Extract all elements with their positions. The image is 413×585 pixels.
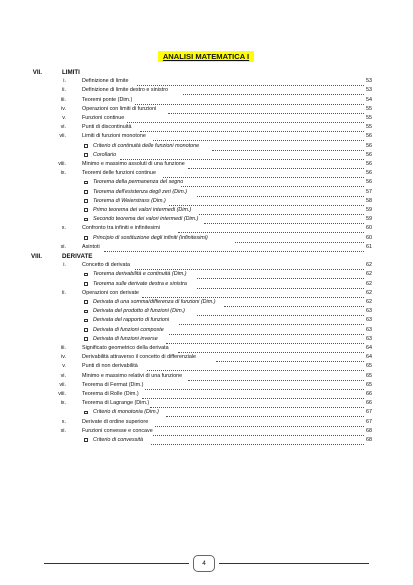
document-title: ANALISI MATEMATICA I [158,51,254,62]
toc-entry [0,372,413,381]
toc-subentry [0,326,413,335]
toc-entry-number: viii. [58,161,66,167]
toc-title: Operazioni con limiti di funzioni [82,105,157,112]
page-number: 4 [193,555,215,572]
toc-subentry [0,298,413,307]
toc-title: Teorema di Rolle (Dim.) [82,391,139,397]
bullet-icon [84,153,88,157]
dot-leader [151,439,364,445]
toc-entry [0,132,413,141]
toc-subentry [0,197,413,206]
toc-title: Criterio di continuità delle funzioni monotone [93,142,200,149]
toc-page-number: 53 [366,87,372,94]
dot-leader [216,356,364,362]
dot-leader [142,292,364,298]
toc-title: Primo teorema dei valori intermedi (Dim.) [93,207,192,213]
toc-title: Punti di discontinuità [82,124,132,131]
toc-entry [0,160,413,169]
toc-entry-number: i. [63,262,66,269]
toc-subentry [0,280,413,289]
toc-page-number: 56 [366,142,372,149]
toc-entry-number: iv. [61,354,66,361]
dot-leader [183,89,364,95]
toc-subentry [0,307,413,316]
toc-subentry [0,270,413,279]
toc-title: Punti di non derivabilità [82,363,138,370]
toc-entry [0,169,413,178]
bullet-icon [84,273,88,277]
toc-title: Teorema di Weierstrass (Dim.) [93,197,166,204]
toc-entry [0,77,413,86]
toc-title: Derivabilità attraverso il concetto di differenziale [82,354,197,361]
dot-leader [212,145,364,151]
dot-leader [145,384,364,390]
toc-subentry [0,188,413,197]
toc-page-number: 67 [366,409,372,416]
toc-entry [0,362,413,371]
toc-page-number: 65 [366,363,372,370]
toc-page-number: 64 [366,345,372,351]
toc-page-number: 59 [366,216,372,223]
dot-leader [150,402,364,408]
bullet-icon [84,190,88,194]
toc-page-number: 63 [366,317,372,324]
toc-page-number: 55 [366,105,372,112]
toc-title: Funzioni continue [82,115,125,121]
toc-entry-number: ii. [62,289,66,296]
dot-leader [163,172,364,178]
toc-subentry [0,206,413,215]
toc-title: Teorema dell'esistenza degli zeri (Dim.) [93,188,188,195]
toc-subentry [0,215,413,224]
dot-leader [197,191,364,197]
toc-page-number: 55 [366,124,372,131]
bullet-icon [84,328,88,332]
toc-page-number: 62 [366,262,372,269]
toc-page-number: 65 [366,381,372,388]
toc-page-number: 56 [366,151,372,158]
toc-page-number: 55 [366,115,372,121]
bullet-icon [84,218,88,222]
toc-title: Principio di sostituzione degli infiniti (infinitesimi) [93,234,208,241]
toc-entry-number: v. [62,363,66,370]
toc-entry-number: viii. [58,391,66,397]
toc-entry [0,86,413,95]
toc-title: Criterio di convessità [93,437,144,443]
toc-entry-number: xi. [60,243,66,250]
toc-page-number: 53 [366,78,372,85]
toc-page-number: 64 [366,354,372,361]
toc-title: Minimo e massimo relativi di una funzione [82,372,183,379]
toc-entry [0,381,413,390]
toc-title: Operazioni con derivate [82,289,139,296]
dot-leader [169,329,364,335]
toc-subentry [0,234,413,243]
dot-leader [178,347,364,353]
toc-page-number: 63 [366,326,372,333]
dot-leader [197,283,364,289]
toc-entry [0,418,413,427]
toc-title: Teoremi ponte (Dim.) [82,96,133,103]
bullet-icon [84,300,88,304]
toc-entry-number: ix. [60,170,66,177]
dot-leader [140,126,364,132]
toc-page-number: 62 [366,271,372,278]
toc-entry-number: v. [62,115,66,121]
toc-page-number: 66 [366,391,372,397]
toc-title: Confronto tra infiniti e infinitesimi [82,225,160,232]
toc-entry-number: iv. [61,105,66,112]
toc-entry [0,353,413,362]
toc-title: Secondo teorema dei valori intermedi (Dim.) [93,216,199,223]
toc-title: Criterio di monotonia (Dim.) [93,409,159,416]
toc-subentry [0,408,413,417]
toc-title: Derivata di funzioni inverse [93,335,158,342]
toc-entry [0,105,413,114]
dot-leader [153,430,364,436]
toc-page-number: 56 [366,179,372,186]
toc-subentry [0,335,413,344]
bullet-icon [84,438,88,442]
bullet-icon [84,208,88,212]
dot-leader [127,117,364,123]
toc-title: Derivata del prodotto di funzioni (Dim.) [93,308,185,315]
toc-entry [0,96,413,105]
toc-entry-number: vii. [59,381,66,388]
toc-entry-number: vi. [60,372,66,379]
toc-entry-number: vi. [60,124,66,131]
toc-entry [0,344,413,353]
toc-entry-number: xi. [60,427,66,434]
bullet-icon [84,319,88,323]
toc-page-number: 67 [366,418,372,425]
toc-entry [0,427,413,436]
toc-entry [0,114,413,123]
dot-leader [197,310,364,316]
dot-leader [181,181,364,187]
toc-title: Funzioni convesse e concave [82,427,153,434]
toc-page-number: 57 [366,188,372,195]
dot-leader [224,301,364,307]
toc-title: Asintoti [82,243,100,250]
bullet-icon [84,310,88,314]
toc-page-number: 58 [366,197,372,204]
dot-leader [137,80,364,86]
dot-leader [179,319,364,325]
bullet-icon [84,144,88,148]
toc-entry-number: vii. [59,133,66,140]
toc-chapter-number: VII. [32,69,42,76]
dot-leader [197,273,364,279]
toc-title: Teorema di Fermat (Dim.) [82,381,144,388]
toc-page-number: 62 [366,280,372,287]
dot-leader [166,338,364,344]
dot-leader [104,246,364,252]
toc-entry [0,123,413,132]
toc-title: LIMITI [62,69,80,76]
toc-title: Teorema sulle derivate destra e sinistra [93,280,187,287]
toc-entry [0,289,413,298]
toc-subentry [0,316,413,325]
toc-subentry [0,436,413,445]
toc-page-number: 60 [366,234,372,241]
dot-leader [188,163,364,169]
toc-title: Significato geometrico della derivata [82,345,169,351]
toc-chapter [0,68,413,77]
toc-chapter [0,252,413,261]
dot-leader [169,200,364,206]
toc-page-number: 61 [366,243,372,250]
dot-leader [199,209,364,215]
toc-entry-number: iii. [60,96,66,103]
toc-entry [0,224,413,233]
dot-leader [120,154,364,160]
toc-page-number: 54 [366,96,372,103]
toc-entry-number: ii. [62,87,66,94]
toc-page-number: 65 [366,372,372,379]
bullet-icon [84,181,88,185]
toc-entry-number: x. [61,418,66,425]
toc-page-number: 66 [366,400,372,407]
dot-leader [178,227,364,233]
toc-page-number: 62 [366,289,372,296]
bullet-icon [84,236,88,240]
toc-entry [0,390,413,399]
toc-title: Teorema di Lagrange (Dim.) [82,400,150,407]
toc-title: Teorema derivabilità e continuità (Dim.) [93,271,187,278]
toc-title: Derivata di funzioni composte [93,326,164,333]
toc-title: Derivata di una somma/differenza di funzioni (Dim.) [93,299,216,305]
dot-leader [166,411,364,417]
toc-entry-number: i. [63,78,66,85]
dot-leader [188,375,364,381]
toc-title: Teorema della permanenza del segno [93,179,184,186]
dot-leader [235,237,364,243]
toc-entry-number: x. [61,225,66,232]
toc-title: Concetto di derivata [82,262,130,269]
toc-page-number: 56 [366,170,372,177]
dot-leader [168,108,364,114]
footer-rule-right [219,563,369,564]
toc-page-number: 56 [366,133,372,140]
footer-rule-left [44,563,189,564]
toc-title: Derivate di ordine superiore [82,418,149,425]
toc-entry-number: ix. [60,400,66,407]
toc-entry [0,243,413,252]
dot-leader [204,218,364,224]
toc-page-number: 68 [366,437,372,443]
dot-leader [153,135,364,141]
toc-title: Definizione di limite [82,78,129,85]
dot-leader [142,393,364,399]
toc-page-number: 56 [366,161,372,167]
dot-leader [135,99,364,105]
toc-title: Teoremi delle funzioni continue [82,170,157,177]
toc-subentry [0,151,413,160]
toc-title: Corollario [93,151,117,158]
toc-title: Definizione di limite destro e sinistro [82,87,168,94]
dot-leader [155,421,364,427]
toc-entry-number: iii. [60,345,66,351]
toc-entry [0,399,413,408]
toc-title: Minimo e massimo assoluti di una funzione [82,161,185,167]
toc-page-number: 62 [366,299,372,305]
bullet-icon [84,411,88,415]
bullet-icon [84,199,88,203]
toc-subentry [0,178,413,187]
bullet-icon [84,337,88,341]
dot-leader [147,365,364,371]
bullet-icon [84,282,88,286]
toc-entry [0,261,413,270]
toc-page-number: 60 [366,225,372,232]
toc-page-number: 63 [366,308,372,315]
toc-page-number: 68 [366,427,372,434]
toc-chapter-number: VIII. [30,253,42,260]
toc-title: Derivata del rapporto di funzioni [93,317,170,324]
toc-page-number: 63 [366,335,372,342]
toc-title: Limiti di funzioni monotone [82,133,146,140]
dot-leader [135,264,364,270]
toc-page-number: 59 [366,207,372,213]
toc-subentry [0,142,413,151]
toc-title: DERIVATE [62,253,93,260]
